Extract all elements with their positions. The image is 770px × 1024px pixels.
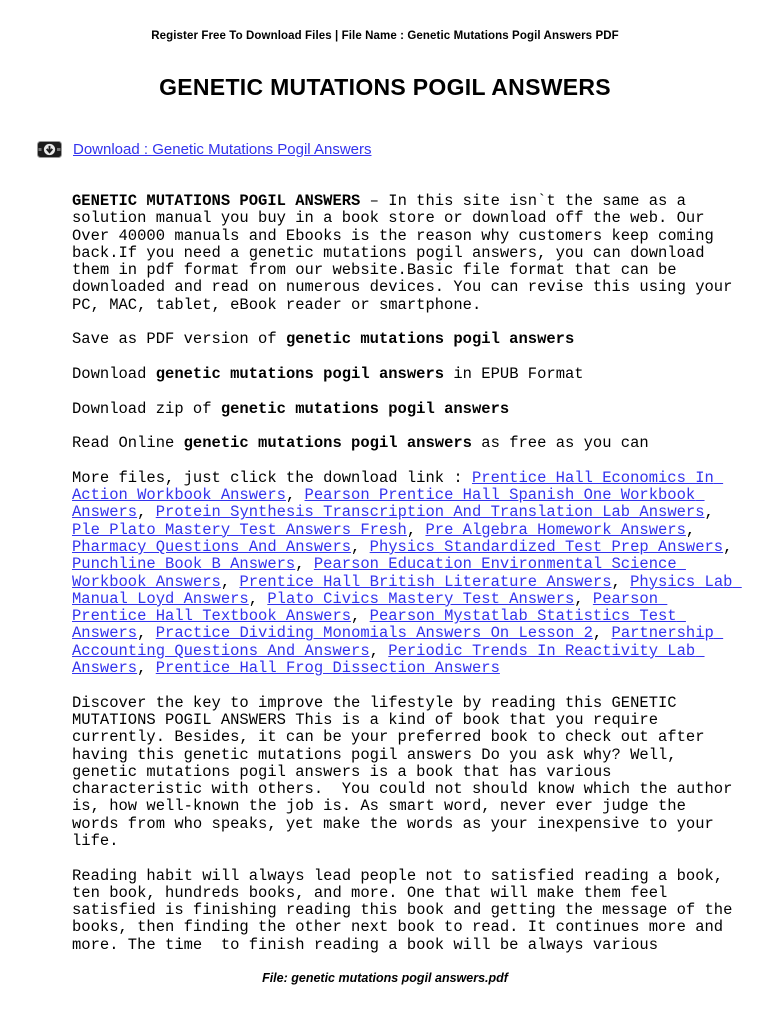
more-files-link[interactable]: Pearson Prentice Hall Spanish One Workbook Answers bbox=[72, 486, 705, 522]
page-title: GENETIC MUTATIONS POGIL ANSWERS bbox=[159, 74, 611, 100]
format-line-bold: genetic mutations pogil answers bbox=[285, 330, 575, 349]
format-line-epub bbox=[72, 366, 738, 383]
download-icon[interactable] bbox=[37, 141, 62, 158]
more-files-prefix: More files, just click the download link : bbox=[72, 468, 472, 487]
more-files-link[interactable]: Punchline Book B Answers bbox=[72, 555, 296, 574]
link-separator: , bbox=[220, 572, 240, 591]
format-line-pre: Download bbox=[72, 364, 156, 383]
more-files-paragraph bbox=[72, 468, 742, 678]
download-row bbox=[37, 141, 770, 158]
format-line-pre: Read Online bbox=[72, 434, 184, 453]
link-separator: , bbox=[704, 503, 724, 522]
body-paragraph-discover: Discover the key to improve the lifestyle by reading this GENETIC MUTATIONS POGIL ANSWERS This is a kind of book that you require currently. Besides, it can be your preferred book to check out after having this genetic mutations pogil answers Do you ask why? Well, genetic mutations pogil answers is a book that has various characteristic with others. You could not should know which the author is, how well-known the job is. As smart word, never ever judge the words from who speaks, yet make the words as your inexpensive to your life. bbox=[72, 693, 742, 850]
more-files-link[interactable]: Pharmacy Questions And Answers bbox=[72, 537, 352, 556]
link-separator: , bbox=[137, 503, 156, 522]
body-paragraph-reading-habit: Reading habit will always lead people not to satisfied reading a book, ten book, hundreds books, and more. One that will make them feel satisfied is finishing reading this book and getting the message of the books, then finding the other next book to read. It continues more and more. The time to finish reading a book will be always various bbox=[72, 866, 742, 954]
more-files-link[interactable]: Prentice Hall British Literature Answers bbox=[239, 572, 612, 591]
register-header-line: Register Free To Download Files | File Name : Genetic Mutations Pogil Answers PDF bbox=[151, 30, 619, 42]
more-files-link[interactable]: Partnership Accounting Questions And Answers bbox=[72, 624, 724, 660]
format-line-pre: Download zip of bbox=[72, 399, 221, 418]
intro-lead-bold: GENETIC MUTATIONS POGIL ANSWERS bbox=[72, 192, 361, 210]
document-body bbox=[72, 192, 742, 954]
link-separator: , bbox=[351, 607, 370, 626]
link-separator: , bbox=[406, 520, 426, 539]
more-files-link[interactable]: Periodic Trends In Reactivity Lab Answers bbox=[72, 641, 705, 678]
format-line-bold: genetic mutations pogil answers bbox=[183, 434, 472, 453]
link-separator: , bbox=[685, 520, 705, 539]
link-separator: , bbox=[574, 589, 593, 608]
link-separator: , bbox=[295, 555, 314, 574]
format-line-bold: genetic mutations pogil answers bbox=[155, 364, 445, 383]
more-files-link[interactable]: Physics Standardized Test Prep Answers bbox=[369, 537, 724, 556]
format-line-read-online bbox=[72, 435, 738, 452]
link-separator: , bbox=[611, 572, 631, 591]
more-files-link[interactable]: Practice Dividing Monomials Answers On Lesson 2 bbox=[155, 624, 593, 643]
more-files-link[interactable]: Ple Plato Mastery Test Answers Fresh bbox=[72, 520, 407, 539]
link-separator: , bbox=[248, 589, 268, 608]
link-separator: , bbox=[285, 486, 305, 505]
more-files-link[interactable]: Pearson Mystatlab Statistics Test Answers bbox=[72, 607, 686, 643]
more-files-link[interactable]: Pearson Prentice Hall Textbook Answers bbox=[72, 589, 668, 626]
footer-file-name: File: genetic mutations pogil answers.pdf bbox=[262, 971, 508, 986]
more-files-link[interactable]: Pre Algebra Homework Answers bbox=[425, 520, 686, 539]
format-line-pre: Save as PDF version of bbox=[72, 330, 286, 349]
link-separator: , bbox=[351, 537, 370, 556]
format-line-post: as free as you can bbox=[471, 434, 649, 453]
link-separator: , bbox=[592, 624, 612, 643]
format-line-save-pdf bbox=[72, 331, 738, 348]
intro-paragraph bbox=[72, 192, 742, 314]
more-files-link[interactable]: Pearson Education Environmental Science Workbook Answers bbox=[72, 555, 686, 591]
more-files-link[interactable]: Protein Synthesis Transcription And Translation Lab Answers bbox=[155, 503, 705, 522]
more-files-link[interactable]: Prentice Hall Frog Dissection Answers bbox=[155, 659, 500, 678]
link-separator: , bbox=[369, 641, 389, 660]
more-files-link[interactable]: Physics Lab Manual Loyd Answers bbox=[72, 572, 742, 608]
link-separator: , bbox=[137, 659, 156, 678]
intro-rest-text: – In this site isn`t the same as a solution manual you buy in a book store or download off the web. Our Over 40000 manuals and Ebooks is the reason why customers keep coming back.If you need a genetic mutations pogil answers, you can download them in pdf format from our website.Basic file format that can be downloaded and read on numerous devices. You can revise this using your PC, MAC, tablet, eBook reader or smartphone. bbox=[72, 192, 742, 314]
format-line-post: in EPUB Format bbox=[444, 364, 584, 383]
format-line-zip bbox=[72, 401, 738, 418]
more-files-link[interactable]: Prentice Hall Economics In Action Workbook Answers bbox=[72, 468, 724, 505]
download-link[interactable]: Download : Genetic Mutations Pogil Answers bbox=[73, 141, 372, 158]
link-separator: , bbox=[137, 624, 156, 643]
link-separator: , bbox=[723, 537, 742, 556]
more-files-link[interactable]: Plato Civics Mastery Test Answers bbox=[267, 589, 575, 608]
format-line-bold: genetic mutations pogil answers bbox=[220, 399, 510, 418]
